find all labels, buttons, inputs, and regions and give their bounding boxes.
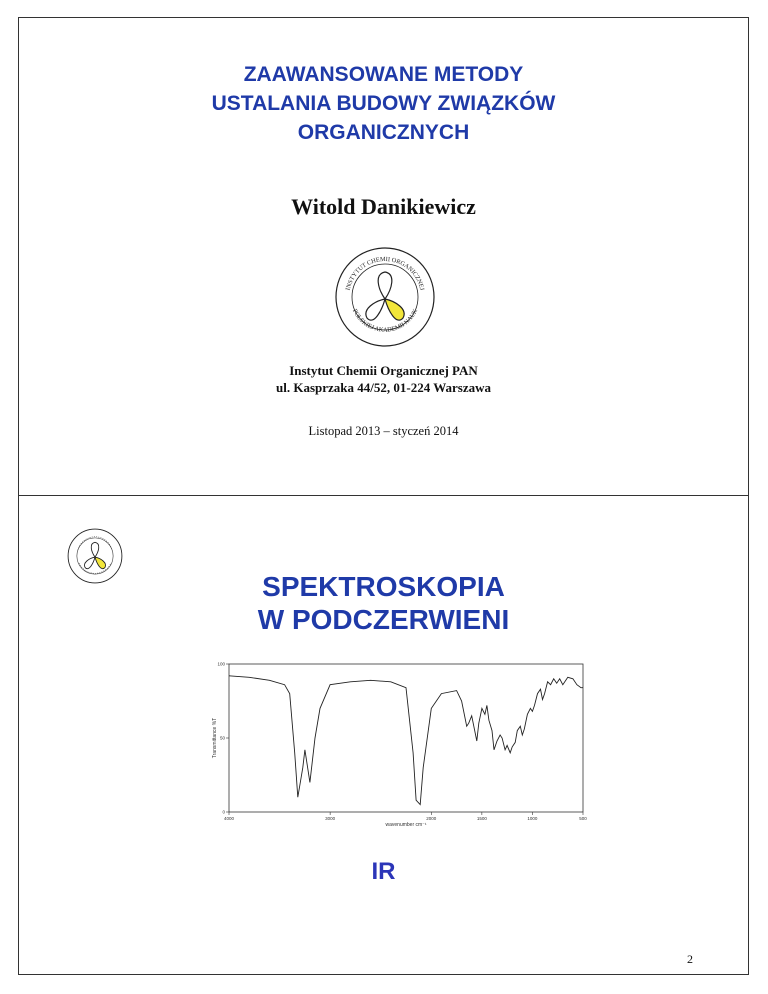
lecture-dates: Listopad 2013 – styczeń 2014: [308, 424, 459, 438]
slide-2: [18, 495, 749, 975]
logo-text-bottom: POLSKIEJ AKADEMII NAUK: [350, 308, 420, 334]
y-tick-label: 0: [222, 809, 225, 815]
ir-spectrum-chart: [209, 658, 587, 828]
title-line-1: ZAAWANSOWANE METODY: [243, 63, 524, 86]
section-title-line-1: SPEKTROSKOPIA: [262, 571, 505, 602]
spectrum-series-line: [229, 676, 583, 805]
ir-label: IR: [371, 858, 396, 885]
institute-info: [19, 362, 748, 396]
institute-name: Instytut Chemii Organicznej PAN: [289, 363, 478, 378]
x-tick-label: 3000: [325, 816, 336, 821]
x-tick-label: 4000: [223, 816, 235, 821]
x-tick-label: 500: [579, 816, 587, 821]
title-line-2: USTALANIA BUDOWY ZWIĄZKÓW: [211, 92, 556, 115]
title-line-3: ORGANICZNYCH: [297, 121, 470, 144]
section-title-line-2: W PODCZERWIENI: [257, 604, 510, 635]
x-tick-label: 1000: [527, 816, 538, 821]
x-tick-label: 2000: [426, 816, 437, 821]
plot-frame: [229, 664, 583, 812]
institute-logo: [334, 246, 436, 348]
x-axis-label: wavenumber cm⁻¹: [385, 822, 427, 828]
y-axis-label: Transmittance %T: [212, 717, 218, 759]
institute-address: ul. Kasprzaka 44/52, 01-224 Warszawa: [276, 380, 491, 395]
page-number: 2: [687, 952, 693, 966]
svg-text:POLSKIEJ AKADEMII NAUK: [351, 308, 419, 334]
svg-text:INSTYTUT CHEMII ORGANICZNEJ: [345, 256, 426, 292]
y-tick-label: 100: [217, 661, 225, 667]
logo-text-top: INSTYTUT CHEMII ORGANICZNEJ: [344, 255, 426, 291]
author-name: Witold Danikiewicz: [291, 194, 476, 219]
x-tick-label: 1500: [476, 816, 487, 821]
slide-1: [18, 17, 749, 496]
y-tick-label: 50: [219, 735, 225, 741]
